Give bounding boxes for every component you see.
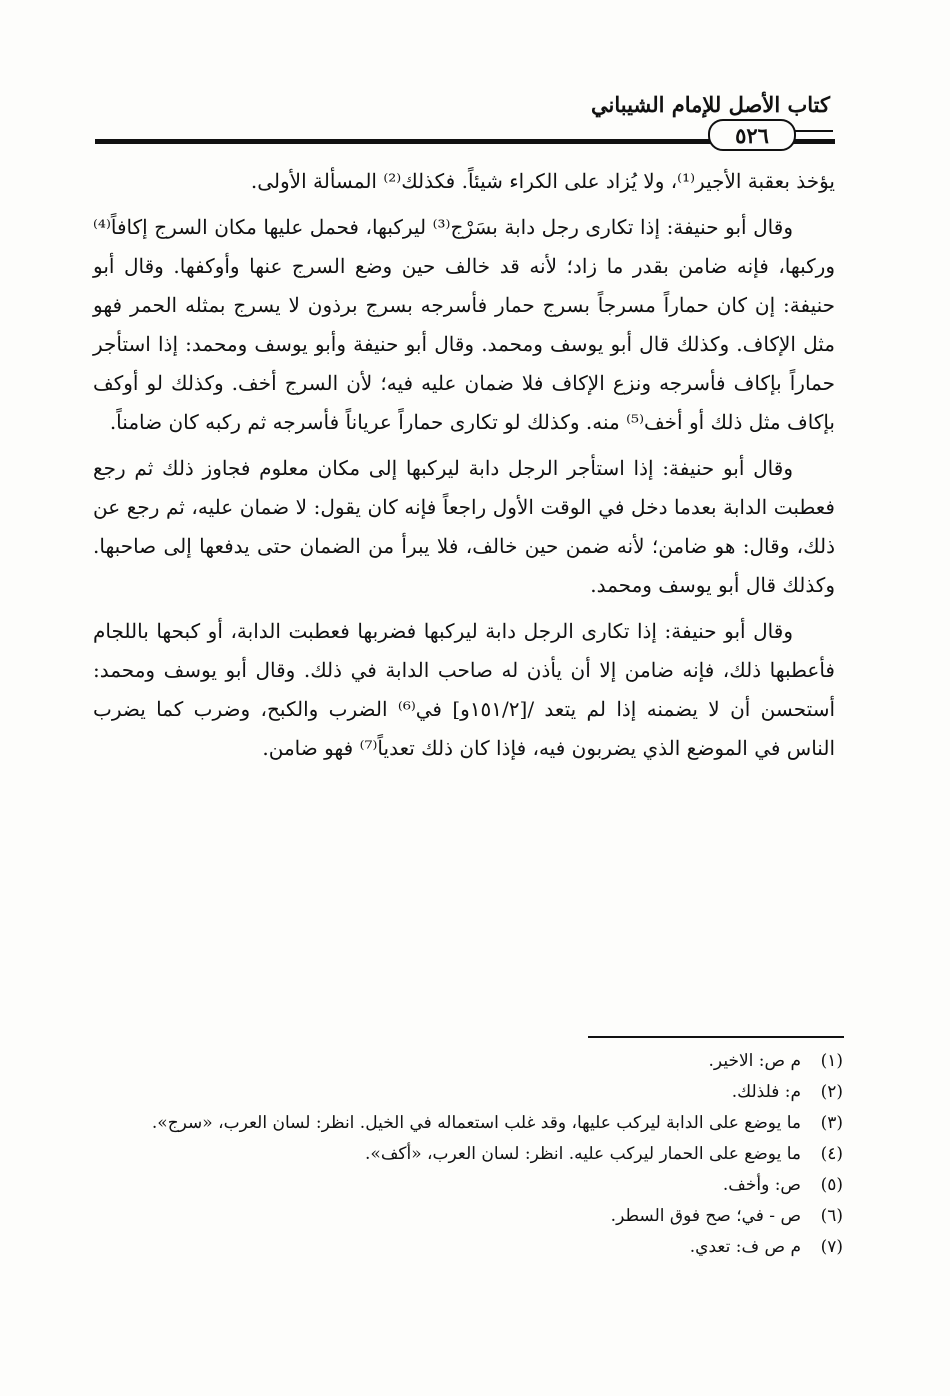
footnotes [93,1046,843,1263]
footnote-item [93,1201,843,1232]
footnote-item [93,1232,843,1263]
footnote-text: ص - في؛ صح فوق السطر. [610,1206,801,1226]
footnote-text: ص: وأخف. [722,1175,801,1195]
footnote-text: ما يوضع على الدابة ليركب عليها، وقد غلب استعماله في الخيل. انظر: لسان العرب، «سرج». [151,1113,801,1133]
running-header-title: كتاب الأصل للإمام الشيباني [591,92,830,117]
footnote-text: ما يوضع على الحمار ليركب عليه. انظر: لسان العرب، «أكف». [365,1144,801,1164]
paragraph: وقال أبو حنيفة: إذا استأجر الرجل دابة ليركبها إلى مكان معلوم فجاوز ذلك ثم رجع فعطبت الدابة بعدما دخل في الوقت الأول راجعاً فإنه كان يقول: لا ضمان عليه، ثم رجع عن ذلك، وقال: هو ضامن؛ لأنه ضمن حين خالف، فلا يبرأ من الضمان حتى يدفعها إلى صاحبها. وكذلك قال أبو يوسف ومحمد. [93,456,835,597]
footnote-number: (٤) [820,1144,843,1164]
footnote-number: (٧) [820,1237,843,1257]
footnote-number: (٥) [820,1175,843,1195]
footnote-item [93,1077,843,1108]
footnote-separator [588,1036,844,1038]
footnote-item [93,1046,843,1077]
footnote-number: (١) [820,1051,843,1071]
footnote-item [93,1108,843,1139]
footnote-text: م: فلذلك. [731,1082,801,1102]
footnote-item [93,1170,843,1201]
footnote-text: م ص ف: تعدي. [689,1237,801,1257]
page-number-badge: ٥٢٦ [708,119,796,151]
main-text [93,162,835,775]
footnote-text: م ص: الاخير. [708,1051,801,1071]
footnote-number: (٣) [820,1113,843,1133]
footnote-number: (٢) [820,1082,843,1102]
footnote-number: (٦) [820,1206,843,1226]
paragraph: وقال أبو حنيفة: إذا تكارى رجل دابة بسَرْج⁽³⁾ ليركبها، فحمل عليها مكان السرج إكافاً⁽⁴⁾ وركبها، فإنه ضامن بقدر ما زاد؛ لأنه قد خالف حين وضع السرج عنها وأوكفها. وقال أبو حنيفة: إن كان حماراً مسرجاً بسرج حمار فأسرجه بسرج برذون لا يسرج بمثله الحمر فهو مثل الإكاف. وكذلك قال أبو يوسف ومحمد. وقال أبو حنيفة وأبو يوسف ومحمد: إذا استأجر حماراً بإكاف فأسرجه ونزع الإكاف فلا ضمان عليه فيه؛ لأن السرج أخف. وكذلك لو أوكف بإكاف مثل ذلك أو أخف⁽⁵⁾ منه. وكذلك لو تكارى حماراً عرياناً فأسرجه ثم ركبه كان ضامناً. [93,215,835,434]
footnote-item [93,1139,843,1170]
header-rule-short [793,130,833,132]
paragraph: يؤخذ بعقبة الأجير⁽¹⁾، ولا يُزاد على الكراء شيئاً. فكذلك⁽²⁾ المسألة الأولى. [250,169,835,193]
paragraph: وقال أبو حنيفة: إذا تكارى الرجل دابة ليركبها فضربها فعطبت الدابة، أو كبحها باللجام فأعطبها ذلك، فإنه ضامن إلا أن يأذن له صاحب الدابة في ذلك. وقال أبو يوسف ومحمد: أستحسن أن لا يضمنه إذا لم يتعد /[١٥١/٢و] في⁽⁶⁾ الضرب والكبح، وضرب كما يضرب الناس في الموضع الذي يضربون فيه، فإذا كان ذلك تعدياً⁽⁷⁾ فهو ضامن. [93,619,836,760]
